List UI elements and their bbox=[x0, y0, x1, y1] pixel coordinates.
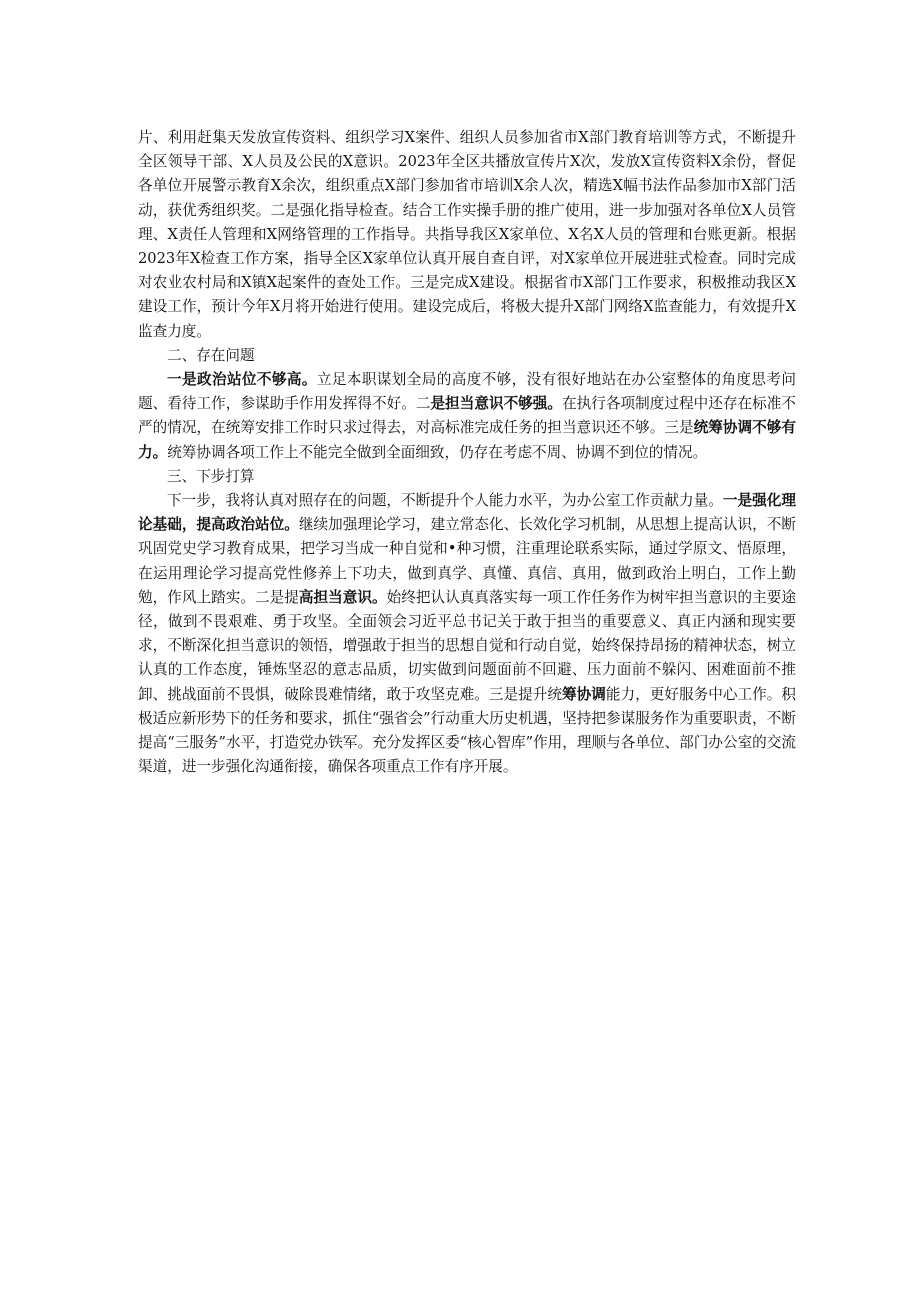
paragraph-text: 继续加强理论学习，建立常态化、长效化学习机制，从思想上提高认识，不断巩固党史学习教育成果，把学习当成一种自觉和•种习惯，注重理论联系实际，通过学原文、悟原理，在运用理论学习提高党性修养上下功夫，做到真学、真懂、真信、真用，做到政治上明白，工作上勤勉，作风上踏实。二是提 bbox=[138, 516, 796, 606]
document-body bbox=[138, 126, 796, 779]
bold-phrase: 筹协调 bbox=[562, 685, 606, 703]
paragraph-text: 下一步，我将认真对照存在的问题，不断提升个人能力水平，为办公室工作贡献力量。 bbox=[167, 492, 723, 510]
paragraph-text: 在执行各项制度过程中还存在标准不严的情况，在统筹安排工作时只求过得去，对高标准完成任务的担当意识还不够。三是 bbox=[138, 395, 796, 437]
bold-phrase: 统筹协调不够有力。 bbox=[138, 419, 796, 461]
paragraph-plans bbox=[138, 489, 796, 779]
section-heading-plans: 三、下步打算 bbox=[167, 467, 255, 485]
paragraph-problems bbox=[138, 368, 796, 465]
paragraph-continuation: 片、利用赶集天发放宣传资料、组织学习X案件、组织人员参加省市X部门教育培训等方式，不断提升全区领导干部、X人员及公民的X意识。2023年全区共播放宣传片X次，发放X宣传资料X余份，督促各单位开展警示教育X余次，组织重点X部门参加省市培训X余人次，精选X幅书法作品参加市X部门活动，获优秀组织奖。二是强化指导检查。结合工作实操手册的推广使用，进一步加强对各单位X人员管理、X责任人管理和X网络管理的工作指导。共指导我区X家单位、X名X人员的管理和台账更新。根据2023年X检查工作方案，指导全区X家单位认真开展自查自评，对X家单位开展进驻式检查。同时完成对农业农村局和X镇X起案件的查处工作。三是完成X建设。根据省市X部门工作要求，积极推动我区X建设工作，预计今年X月将开始进行使用。建设完成后，将极大提升X部门网络X监查能力，有效提升X监查力度。 bbox=[138, 129, 796, 340]
bold-phrase: 一是强化理论基础，提高政治站位。 bbox=[138, 492, 796, 534]
bold-phrase: 高担当意识。 bbox=[298, 588, 387, 606]
paragraph-text: 能力，更好服务中心工作。积极适应新形势下的任务和要求，抓住“强省会”行动重大历史机遇，坚持把参谋服务作为重要职责，不断提高“三服务”水平，打造党办铁军。充分发挥区委“核心智库”作用，理顺与各单位、部门办公室的交流渠道，进一步强化沟通衔接，确保各项重点工作有序开展。 bbox=[138, 685, 796, 776]
paragraph-text: 统筹协调各项工作上不能完全做到全面细致，仍存在考虑不周、协调不到位的情况。 bbox=[167, 443, 708, 461]
paragraph-text: 立足本职谋划全局的高度不够，没有很好地站在办公室整体的角度思考问题、看待工作，参谋助手作用发挥得不好。二 bbox=[138, 371, 796, 413]
bold-phrase: 是担当意识不够强。 bbox=[430, 395, 563, 413]
section-heading-problems: 二、存在问题 bbox=[167, 346, 255, 364]
paragraph-text: 始终把认认真真落实每一项工作任务作为树牢担当意识的主要途径，做到不畏艰难、勇于攻坚。全面领会习近平总书记关于敢于担当的重要意义、真正内涵和现实要求，不断深化担当意识的领悟，增强敢于担当的思想自觉和行动自觉，始终保持昂扬的精神状态，树立认真的工作态度，锤炼坚忍的意志品质，切实做到问题面前不回避、压力面前不躲闪、困难面前不推卸、挑战面前不畏惧，破除畏难情绪，敢于攻坚克难。三是提升统 bbox=[138, 588, 796, 703]
bold-phrase: 一是政治站位不够高。 bbox=[167, 371, 317, 389]
